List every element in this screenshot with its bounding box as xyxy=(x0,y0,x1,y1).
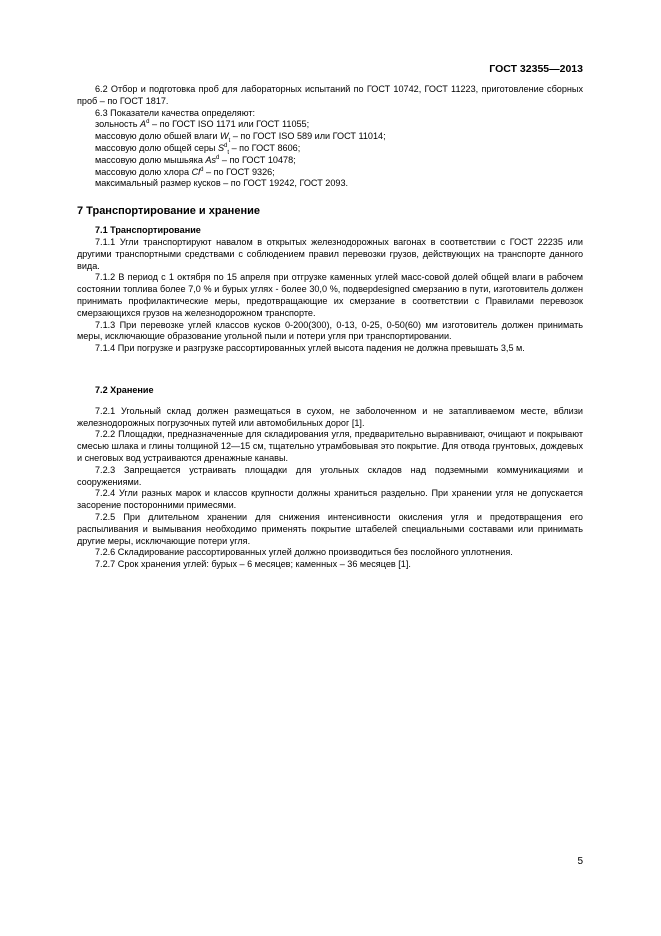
document-id: ГОСТ 32355—2013 xyxy=(489,63,583,75)
paragraph-7-2-7: 7.2.7 Срок хранения углей: бурых – 6 месяцев; каменных – 36 месяцев [1]. xyxy=(95,559,411,570)
paragraph-6-3: 6.3 Показатели качества определяют: xyxy=(95,107,256,118)
page-number: 5 xyxy=(577,856,583,867)
paragraph-6-2: 6.2 Отбор и подготовка проб для лабораторных испытаний по ГОСТ 10742, ГОСТ 11223, приготовление сборных проб – по ГОСТ 1817. xyxy=(77,84,583,106)
paragraph-7-1-3: 7.1.3 При перевозке углей классов кусков 0-200(300), 0-13, 0-25, 0-50(60) мм изготовитель должен принимать меры, исключающие образование угольной пыли и потери угля при транспортировании. xyxy=(77,319,583,342)
paragraph-7-1-2: 7.1.2 В период с 1 октября по 15 апреля при отгрузке каменных углей масс-совой долей общей влаги в рабочем состоянии топлива более 7,0 % и бурых углях - более 30,0 %, подверdesigned смерзанию в пути, изготовитель должен принимать профилактические меры, предотвращающие их смерзание в соответствии с Правилами перевозок смерзающихся грузов на железнодорожном транспорте. xyxy=(77,272,583,318)
list-item-arsenic: массовую долю мышьяка As$^d$ – по ГОСТ 10478; xyxy=(95,154,296,165)
paragraph-7-2-1: 7.2.1 Угольный склад должен размещаться в сухом, не заболоченном и не затапливаемом месте, вблизи железнодорожных погрузочных путей или автомобильных дорог [1]. xyxy=(77,405,583,428)
section-7-title: 7 Транспортирование и хранение xyxy=(77,205,260,218)
paragraph-7-2-4: 7.2.4 Угли разных марок и классов крупности должны храниться раздельно. При хранении угля не допускается засорение посторонними примесями. xyxy=(77,488,583,511)
subsection-7-1-title: 7.1 Транспортирование xyxy=(95,225,201,236)
paragraph-7-2-6: 7.2.6 Складирование рассортированных углей должно производиться без послойного уплотнения. xyxy=(95,547,513,558)
paragraph-7-2-3: 7.2.3 Запрещается устраивать площадки для угольных складов над подземными коммуникациями и сооружениями. xyxy=(77,464,583,487)
list-item-max-size: максимальный размер кусков – по ГОСТ 19242, ГОСТ 2093. xyxy=(95,178,349,189)
paragraph-7-2-2: 7.2.2 Площадки, предназначенные для складирования угля, предварительно выравнивают, очищают и покрывают смесью шлака и глины толщиной 12—15 см, тщательно утрамбовывая это покрытие. Для отвода грунтовых, дождевых и снеговых вод устраиваются дренажные канавы. xyxy=(77,429,583,463)
paragraph-7-2-5: 7.2.5 При длительном хранении для снижения интенсивности окисления угля и предотвращения его распыливания и вымывания необходимо применять покрытие штабелей специальными составами или принимать другие меры, исключающие потери угля. xyxy=(77,511,583,546)
list-item-ash: зольность $A^d$ – по ГОСТ ISO 1171 или ГОСТ 11055; xyxy=(95,119,310,130)
list-item-moisture: массовую долю обшей влаги $W_t$ – по ГОСТ ISO 589 или ГОСТ 11014; xyxy=(95,131,386,144)
quality-indicators-list xyxy=(77,119,583,190)
list-item-sulfur: массовую долю общей серы $S^d_t$ – по ГОСТ 8606; xyxy=(95,142,301,156)
subsection-7-2-title: 7.2 Хранение xyxy=(95,384,154,395)
paragraph-7-1-1: 7.1.1 Угли транспортируют навалом в открытых железнодорожных вагонах в соответствии с ГОСТ 22235 или другими транспортными средствами с соблюдением правил перевозки грузов, действующих на транспорте данного вида. xyxy=(77,236,583,271)
list-item-chlorine: массовую долю хлора Cl$^d$ – по ГОСТ 9326; xyxy=(95,166,275,177)
document-body xyxy=(77,84,583,571)
paragraph-7-1-4: 7.1.4 При погрузке и разгрузке рассортированных углей высота падения не должна превышать 3,5 м. xyxy=(95,343,525,354)
